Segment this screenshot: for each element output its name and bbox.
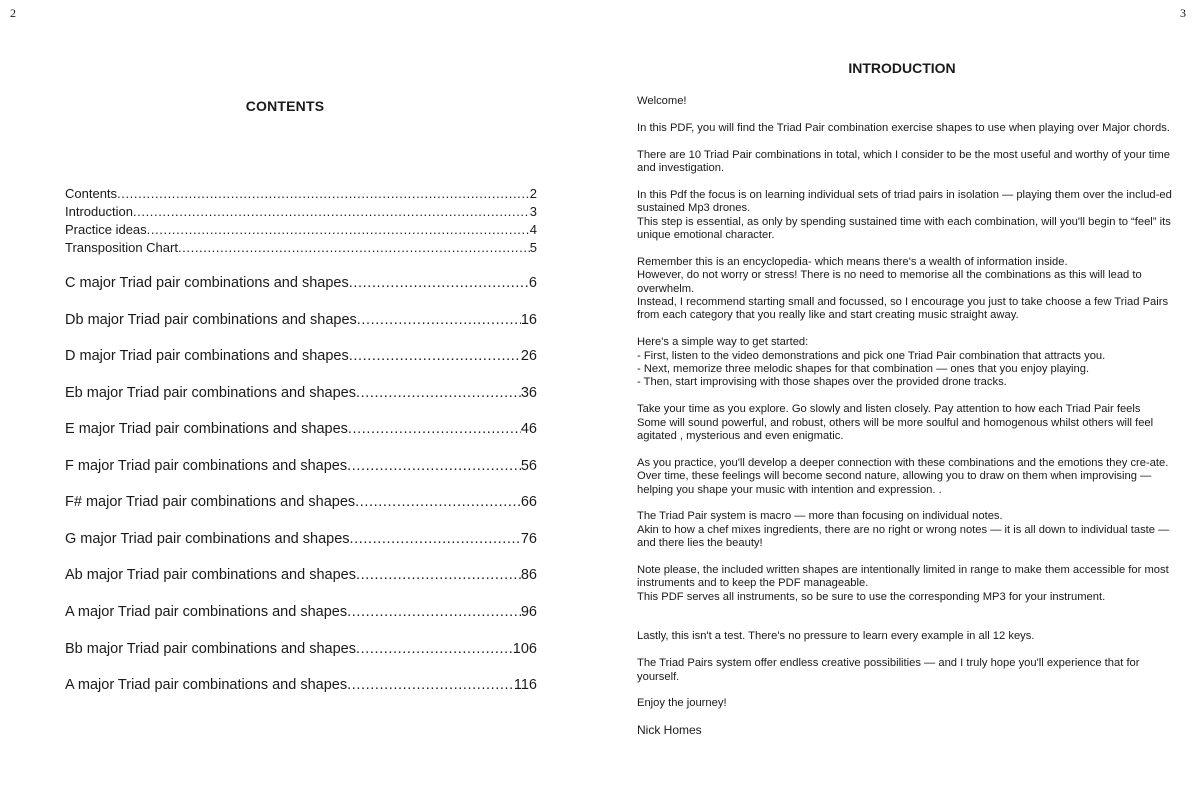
toc-entry-page: 76: [520, 531, 537, 547]
toc-entry[interactable]: [65, 204, 537, 219]
toc-entry[interactable]: [65, 385, 537, 401]
toc-entry[interactable]: [65, 458, 537, 474]
toc-entry[interactable]: [65, 186, 537, 201]
toc-entry-label: Contents: [65, 186, 118, 201]
toc-entry[interactable]: [65, 421, 537, 437]
intro-paragraph: Here's a simple way to get started: - First, listen to the video demonstrations and pick one Triad Pair combination that attracts you. - Next, memorize three melodic shapes for that combination — ones that you enjoy playing. - Then, start improvising with those shapes over the provided drone tracks.: [637, 336, 1106, 389]
toc-entry-page: 2: [529, 186, 537, 201]
intro-paragraph: Enjoy the journey!: [637, 697, 727, 710]
toc-leader: [355, 494, 521, 510]
toc-entry-page: 26: [520, 348, 537, 364]
page-number-left: 2: [10, 6, 16, 20]
toc-entry-page: 56: [520, 458, 537, 474]
intro-paragraph: Remember this is an encyclopedia- which means there's a wealth of information inside. However, do not worry or stress! There is no need to memorise all the combinations as this will lead to overwhelm. Instead, I recommend starting small and focussed, so I encourage you just to take choose a few Triad Pairs from each category that you really like and start creating music straight away.: [637, 255, 1169, 322]
toc-leader: [147, 222, 530, 237]
toc-entry[interactable]: [65, 348, 537, 364]
toc-entry-page: 46: [520, 421, 537, 437]
toc-leader: [348, 421, 521, 437]
intro-paragraph: Note please, the included written shapes are intentionally limited in range to make them accessible for most instruments and to keep the PDF manageable. This PDF serves all instruments, so be sure to use the corresponding MP3 for your instrument.: [637, 564, 1169, 603]
toc-entry-label: Bb major Triad pair combinations and shapes: [65, 641, 356, 657]
intro-paragraph: There are 10 Triad Pair combinations in total, which I consider to be the most useful and worthy of your time and investigation.: [637, 148, 1170, 174]
toc-entry[interactable]: [65, 240, 537, 255]
intro-paragraph: Take your time as you explore. Go slowly and listen closely. Pay attention to how each Triad Pair feels Some will sound powerful, and robust, others will be more soulful and homogenous whilst others will feel agitated , mysterious and even enigmatic.: [637, 403, 1154, 443]
toc-entry[interactable]: [65, 222, 537, 237]
toc-entry-label: Ab major Triad pair combinations and shapes: [65, 567, 356, 583]
toc-entry[interactable]: [65, 494, 537, 510]
toc-leader: [133, 204, 530, 219]
toc-leader: [347, 458, 521, 474]
toc-leader: [356, 641, 513, 657]
toc-leader: [349, 275, 529, 291]
toc-leader: [347, 604, 521, 620]
toc-entry-page: 16: [520, 312, 537, 328]
toc-entry-page: 86: [520, 567, 537, 583]
toc-leader: [117, 186, 530, 201]
toc-entry-page: 6: [528, 275, 537, 291]
introduction-title: INTRODUCTION: [848, 60, 956, 76]
toc-entry-page: 36: [520, 385, 537, 401]
intro-paragraph: The Triad Pairs system offer endless creative possibilities — and I truly hope you'll experience that for yourself.: [637, 657, 1140, 683]
toc-entry-page: 3: [529, 204, 537, 219]
contents-title: CONTENTS: [245, 98, 325, 114]
intro-paragraph: In this PDF, you will find the Triad Pair combination exercise shapes to use when playing over Major chords.: [637, 121, 1170, 134]
toc-entry-label: E major Triad pair combinations and shapes: [65, 421, 348, 437]
toc-entry-label: Transposition Chart: [65, 240, 178, 255]
intro-paragraph: Lastly, this isn't a test. There's no pressure to learn every example in all 12 keys.: [637, 630, 1035, 643]
toc-entry-page: 66: [520, 494, 537, 510]
toc-entry[interactable]: [65, 531, 537, 547]
page-number-right: 3: [1180, 6, 1186, 20]
toc-leader: [349, 348, 521, 364]
introduction-body: [637, 95, 1172, 751]
toc-leader: [350, 531, 521, 547]
toc-entry-label: G major Triad pair combinations and shapes: [65, 531, 350, 547]
toc-entry[interactable]: [65, 312, 537, 328]
toc-entry-label: Introduction: [65, 204, 133, 219]
intro-paragraph: The Triad Pair system is macro — more than focusing on individual notes. Akin to how a chef mixes ingredients, there are no right or wrong notes — it is all down to individual taste — and there lies the beauty!: [637, 510, 1170, 550]
toc-entry-label: C major Triad pair combinations and shapes: [65, 275, 349, 291]
toc-entry[interactable]: [65, 275, 537, 291]
intro-paragraph: As you practice, you'll develop a deeper connection with these combinations and the emotions they cre-ate. Over time, these feelings will become second nature, allowing you to draw on them when improvising — helping you shape your music with intention and expression. .: [637, 456, 1169, 496]
toc-entry-label: F# major Triad pair combinations and shapes: [65, 494, 356, 510]
toc-entry[interactable]: [65, 641, 537, 657]
toc-entry-label: A major Triad pair combinations and shapes: [65, 604, 348, 620]
toc-leader: [347, 677, 514, 693]
toc-entry-page: 116: [513, 677, 537, 693]
toc-entry-label: Practice ideas: [65, 222, 147, 237]
toc-leader: [356, 385, 521, 401]
toc-entry-label: Eb major Triad pair combinations and shapes: [65, 385, 356, 401]
toc-entry-page: 4: [529, 222, 537, 237]
toc-entry-label: Db major Triad pair combinations and shapes: [65, 312, 357, 328]
intro-paragraph: In this Pdf the focus is on learning individual sets of triad pairs in isolation — playing them over the includ-ed sustained Mp3 drones. This step is essential, as only by spending sustained time with each combination, will you'll begin to “feel” its unique emotional character.: [637, 188, 1172, 242]
toc-leader: [356, 567, 521, 583]
toc-entry-page: 106: [512, 641, 537, 657]
toc-leader: [178, 240, 530, 255]
toc-entry-label: A major Triad pair combinations and shapes: [65, 677, 348, 693]
toc-entry[interactable]: [65, 604, 537, 620]
toc-entry[interactable]: [65, 567, 537, 583]
toc-entry-label: D major Triad pair combinations and shapes: [65, 348, 349, 364]
intro-paragraph: Welcome!: [637, 95, 687, 107]
toc-entry-label: F major Triad pair combinations and shapes: [65, 458, 348, 474]
author-signature: Nick Homes: [637, 723, 702, 738]
toc-entry-page: 96: [520, 604, 537, 620]
toc-entry[interactable]: [65, 677, 537, 693]
toc-leader: [357, 312, 521, 328]
toc-entry-page: 5: [529, 240, 537, 255]
